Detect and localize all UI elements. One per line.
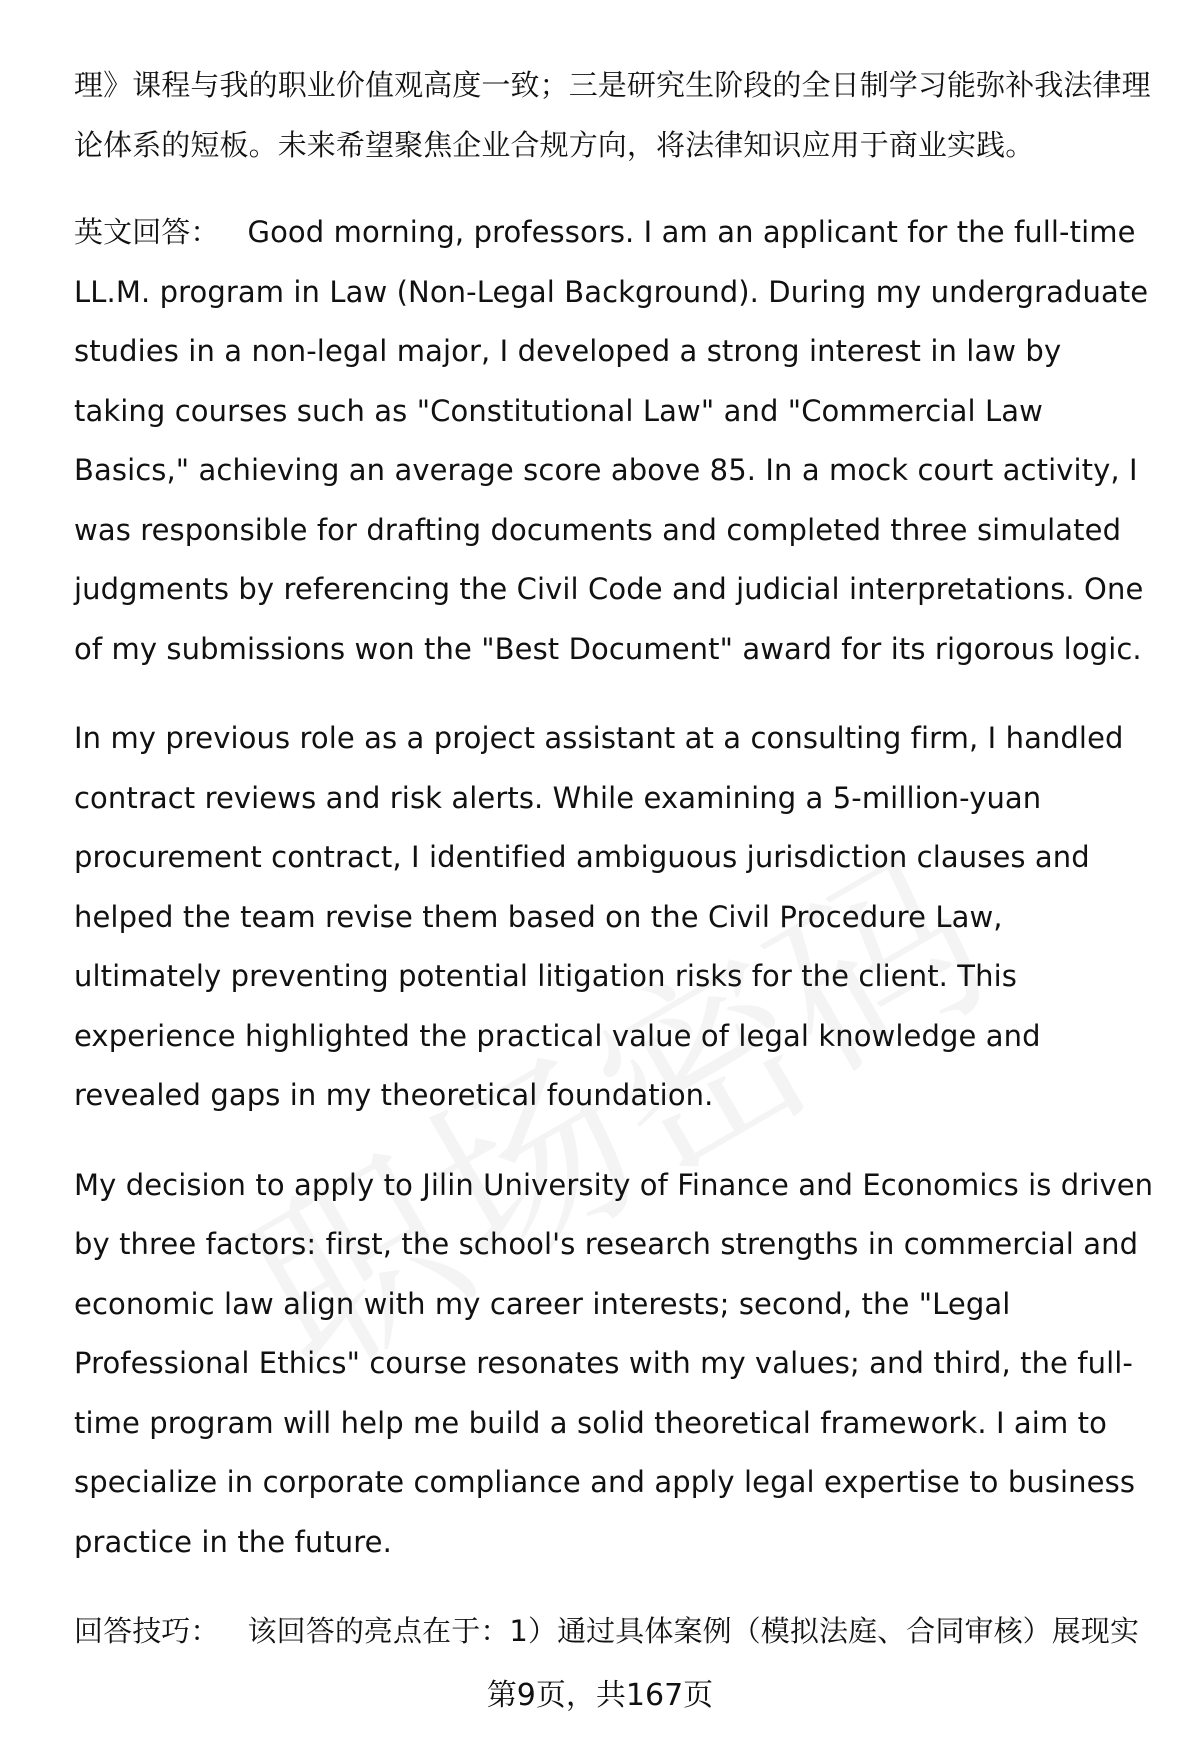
page-content [74,56,1154,1692]
english-answer-text-1: Good morning, professors. I am an applicant for the full-time LL.M. program in Law (Non-Legal Background). During my undergraduate studies in a non-legal major, I developed a strong interest in law by taking courses such as "Constitutional Law" and "Commercial Law Basics," achieving an average score above 85. In a mock court activity, I was responsible for drafting documents and completed three simulated judgments by referencing the Civil Code and judicial interpretations. One of my submissions won the "Best Document" award for its rigorous logic. [74,215,1149,666]
paragraph-answer-tips [74,1602,1154,1662]
answer-tips-text: 该回答的亮点在于：1）通过具体案例（模拟法庭、合同审核）展现实 [247,1614,1140,1648]
answer-tips-label: 回答技巧： [74,1614,220,1648]
paragraph-cn-continuation: 理》课程与我的职业价值观高度一致；三是研究生阶段的全日制学习能弥补我法律理论体系的短板。未来希望聚焦企业合规方向，将法律知识应用于商业实践。 [74,68,1151,162]
paragraph-english-answer-2: In my previous role as a project assistant at a consulting firm, I handled contract reviews and risk alerts. While examining a 5-million-yuan procurement contract, I identified ambiguous jurisdiction clauses and helped the team revise them based on the Civil Procedure Law, ultimately preventing potential litigation risks for the client. This experience highlighted the practical value of legal knowledge and revealed gaps in my theoretical foundation. [74,721,1124,1112]
paragraph-english-answer-3: My decision to apply to Jilin University of Finance and Economics is driven by three factors: first, the school's research strengths in commercial and economic law align with my career interests; second, the "Legal Professional Ethics" course resonates with my values; and third, the full-time program will help me build a solid theoretical framework. I aim to specialize in corporate compliance and apply legal expertise to business practice in the future. [74,1167,1154,1559]
paragraph-english-answer-1 [74,203,1154,679]
english-answer-label: 英文回答： [74,215,220,249]
page-number-footer: 第9页，共167页 [486,1678,714,1713]
